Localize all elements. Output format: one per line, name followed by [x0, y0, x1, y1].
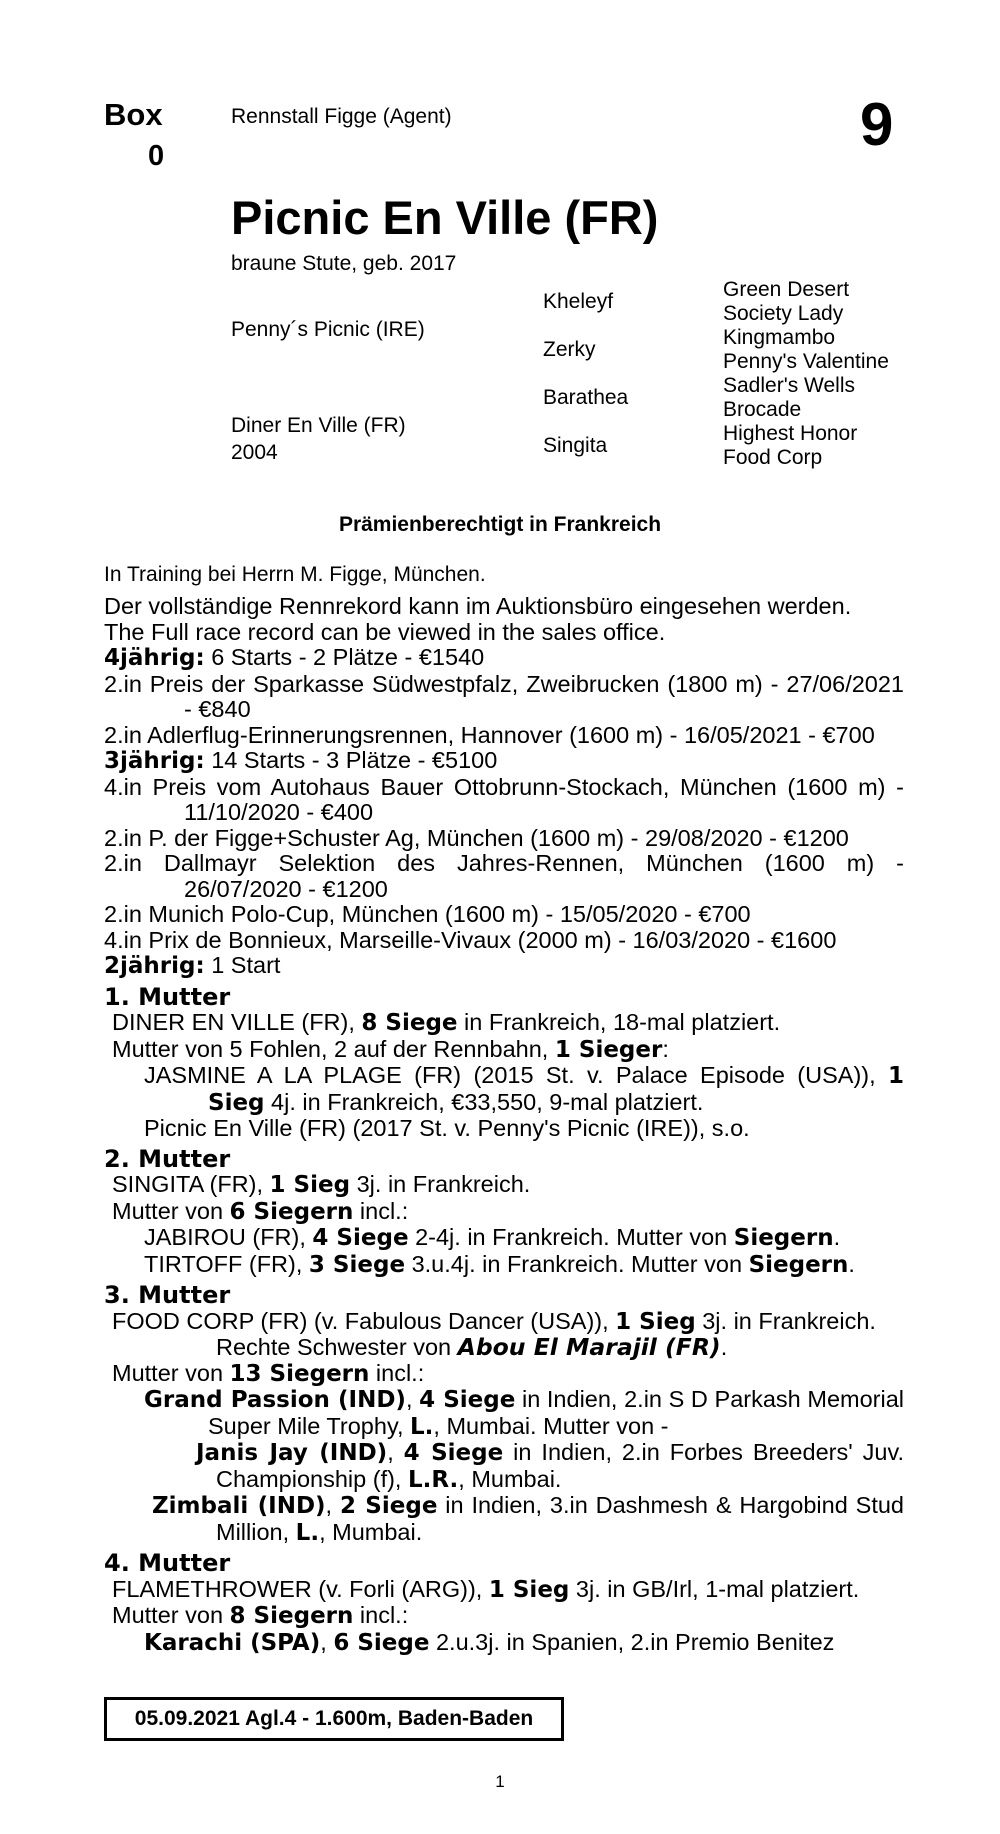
- pedigree-sire: Penny´s Picnic (IRE): [231, 318, 425, 341]
- race-entry: 4.in Preis vom Autohaus Bauer Ottobrunn-Stockach, München (1600 m) - 11/10/2020 - €400: [104, 773, 904, 825]
- race-entry: 4.in Prix de Bonnieux, Marseille-Vivaux (2000 m) - 16/03/2020 - €1600: [104, 926, 837, 953]
- wins: 2 Siege: [339, 1493, 438, 1519]
- text: ,: [387, 1439, 404, 1465]
- dam-line: [104, 1037, 904, 1064]
- winners: Siegern: [733, 1225, 834, 1251]
- race-info-box: 05.09.2021 Agl.4 - 1.600m, Baden-Baden: [104, 1697, 564, 1741]
- text: in Indien, 2.in S D Parkash Memorial Super Mile Trophy,: [208, 1386, 905, 1439]
- text: in Frankreich, 18-mal platziert.: [457, 1009, 781, 1035]
- offspring-name: Zimbali (IND): [152, 1493, 326, 1519]
- text: :: [662, 1035, 669, 1062]
- text: JABIROU (FR),: [144, 1224, 313, 1250]
- offspring-line: [104, 1387, 904, 1440]
- record-year-label: 4jährig:: [104, 645, 205, 671]
- wins: 4 Siege: [403, 1440, 504, 1466]
- race-entry: 2.in Adlerflug-Erinnerungsrennen, Hannover (1600 m) - 16/05/2021 - €700: [104, 721, 875, 748]
- owner: Rennstall Figge (Agent): [231, 105, 452, 128]
- listed-badge: L.: [410, 1413, 434, 1440]
- pedigree-dam: Diner En Ville (FR): [231, 414, 406, 437]
- box-number: 0: [148, 140, 165, 172]
- text: .: [720, 1334, 728, 1360]
- text: Mutter von: [112, 1602, 230, 1628]
- text: incl.:: [369, 1359, 425, 1386]
- section-title-dam-3: 3. Mutter: [104, 1281, 231, 1309]
- listed-badge: L.R.: [408, 1466, 459, 1493]
- pedigree-great-grandparent: Society Lady: [723, 302, 844, 325]
- text: .: [833, 1224, 841, 1250]
- text: ,: [405, 1386, 420, 1412]
- main-content: [104, 594, 904, 1656]
- horse-name: Picnic En Ville (FR): [231, 191, 659, 244]
- wins: 1 Sieg: [615, 1308, 696, 1335]
- text: FLAMETHROWER (v. Forli (ARG)),: [112, 1575, 489, 1602]
- text: JASMINE A LA PLAGE (FR) (2015 St. v. Palace Episode (USA)),: [144, 1062, 888, 1088]
- text: 3j. in Frankreich.: [350, 1171, 531, 1197]
- offspring-line: [104, 1225, 904, 1252]
- record-summary: 1 Start: [204, 952, 281, 978]
- dam-line: [104, 1010, 904, 1037]
- wins: 6 Siege: [333, 1629, 430, 1656]
- record-3yo-summary: [104, 748, 904, 775]
- offspring-line: [104, 1440, 904, 1493]
- text: 3j. in Frankreich.: [695, 1307, 876, 1334]
- text: TIRTOFF (FR),: [144, 1250, 309, 1277]
- horse-description: braune Stute, geb. 2017: [231, 252, 457, 275]
- text: 4j. in Frankreich, €33,550, 9-mal platziert.: [264, 1088, 704, 1115]
- text: Mutter von: [112, 1359, 230, 1386]
- pedigree-great-grandparent: Highest Honor: [723, 422, 858, 445]
- record-4yo-summary: [104, 645, 904, 672]
- race-entry: 2.in Dallmayr Selektion des Jahres-Rennen, München (1600 m) - 26/07/2020 - €1200: [104, 850, 904, 902]
- pedigree-great-grandparent: Food Corp: [723, 446, 823, 469]
- pedigree-great-grandparent: Sadler's Wells: [723, 374, 855, 397]
- pedigree-grandparent: Kheleyf: [543, 290, 614, 313]
- race-entry: 2.in Munich Polo-Cup, München (1600 m) - 15/05/2020 - €700: [104, 901, 751, 927]
- record-2yo-summary: [104, 953, 904, 980]
- winners: 1 Sieger: [554, 1036, 663, 1063]
- text: 3j. in GB/Irl, 1-mal platziert.: [569, 1575, 860, 1602]
- text: , Mumbai.: [319, 1518, 423, 1545]
- offspring-line: Picnic En Ville (FR) (2017 St. v. Penny's Picnic (IRE)), s.o.: [144, 1115, 750, 1141]
- dam-line: [104, 1172, 904, 1199]
- record-summary: 14 Starts - 3 Plätze - €5100: [204, 747, 498, 773]
- page-number: 1: [495, 1772, 505, 1791]
- offspring-line: [104, 1630, 904, 1657]
- text: in Indien, 3.in Dashmesh & Hargobind Stud Million,: [216, 1492, 905, 1545]
- text: Mutter von: [112, 1197, 230, 1224]
- section-title-dam-2: 2. Mutter: [104, 1144, 231, 1173]
- text: 2.u.3j. in Spanien, 2.in Premio Benitez: [429, 1628, 835, 1655]
- wins: 4 Siege: [312, 1225, 409, 1251]
- text: DINER EN VILLE (FR),: [112, 1009, 362, 1035]
- offspring-name: Janis Jay (IND): [196, 1440, 388, 1466]
- text: , Mumbai.: [458, 1465, 562, 1492]
- offspring-name: Grand Passion (IND): [144, 1387, 406, 1413]
- dam-line: [104, 1335, 904, 1361]
- pedigree-grandparent: Singita: [543, 434, 608, 457]
- text: .: [848, 1250, 855, 1277]
- pedigree-great-grandparent: Penny's Valentine: [723, 350, 889, 373]
- pedigree-grandparent: Zerky: [543, 338, 596, 361]
- wins: 1 Sieg: [488, 1576, 570, 1603]
- offspring-line: [104, 1493, 904, 1546]
- wins: 4 Siege: [419, 1387, 516, 1413]
- text: SINGITA (FR),: [112, 1171, 270, 1197]
- race-number: 9: [860, 91, 894, 158]
- pedigree-great-grandparent: Brocade: [723, 398, 802, 421]
- race-entry: 2.in Preis der Sparkasse Südwestpfalz, Zweibrucken (1800 m) - 27/06/2021 - €840: [104, 670, 904, 722]
- pedigree-grandparent: Barathea: [543, 386, 629, 409]
- section-title-dam-4: 4. Mutter: [104, 1549, 231, 1577]
- record-summary: 6 Starts - 2 Plätze - €1540: [204, 644, 485, 670]
- dam-line: [104, 1361, 904, 1388]
- text: ,: [320, 1628, 334, 1655]
- offspring-name: Karachi (SPA): [144, 1629, 321, 1656]
- wins: 3 Siege: [308, 1251, 406, 1278]
- prize-note: Prämienberechtigt in Frankreich: [338, 513, 662, 536]
- winners: 13 Siegern: [229, 1360, 370, 1387]
- listed-badge: L.: [295, 1519, 320, 1546]
- winners: 6 Siegern: [229, 1198, 354, 1225]
- pedigree-great-grandparent: Green Desert: [723, 278, 850, 301]
- section-title-dam-1: 1. Mutter: [104, 982, 231, 1011]
- text: incl.:: [353, 1602, 409, 1628]
- dam-line: [104, 1577, 904, 1604]
- offspring-line: [104, 1063, 904, 1116]
- winners: 8 Siegern: [229, 1603, 354, 1629]
- wins: 1 Sieg: [208, 1063, 904, 1116]
- wins: 1 Sieg: [269, 1172, 351, 1198]
- race-entry: 2.in P. der Figge+Schuster Ag, München (1600 m) - 29/08/2020 - €1200: [104, 824, 849, 851]
- training-note: In Training bei Herrn M. Figge, München.: [104, 563, 486, 586]
- record-year-label: 3jährig:: [104, 748, 205, 774]
- text: Mutter von 5 Fohlen, 2 auf der Rennbahn,: [112, 1035, 555, 1062]
- record-note-en: The Full race record can be viewed in the sales office.: [104, 618, 666, 645]
- sibling-name: Abou El Marajil (FR): [457, 1333, 721, 1361]
- pedigree-dam-year: 2004: [231, 441, 278, 464]
- text: in Indien, 2.in Forbes Breeders' Juv. Championship (f),: [216, 1439, 905, 1492]
- box-label: Box: [104, 97, 163, 132]
- offspring-line: [104, 1252, 904, 1279]
- text: Rechte Schwester von: [216, 1334, 458, 1360]
- record-year-label: 2jährig:: [104, 953, 205, 979]
- dam-line: [104, 1309, 904, 1336]
- text: ,: [325, 1492, 340, 1518]
- text: incl.:: [353, 1197, 409, 1224]
- pedigree-great-grandparent: Kingmambo: [723, 326, 836, 349]
- wins: 8 Siege: [361, 1010, 458, 1036]
- winners: Siegern: [748, 1251, 849, 1278]
- text: , Mumbai. Mutter von -: [433, 1412, 669, 1439]
- dam-line: [104, 1603, 904, 1630]
- text: 2-4j. in Frankreich. Mutter von: [408, 1224, 734, 1250]
- record-note-de: Der vollständige Rennrekord kann im Auktionsbüro eingesehen werden.: [104, 593, 852, 619]
- dam-line: [104, 1199, 904, 1226]
- text: FOOD CORP (FR) (v. Fabulous Dancer (USA)),: [112, 1307, 616, 1334]
- text: 3.u.4j. in Frankreich. Mutter von: [405, 1250, 749, 1277]
